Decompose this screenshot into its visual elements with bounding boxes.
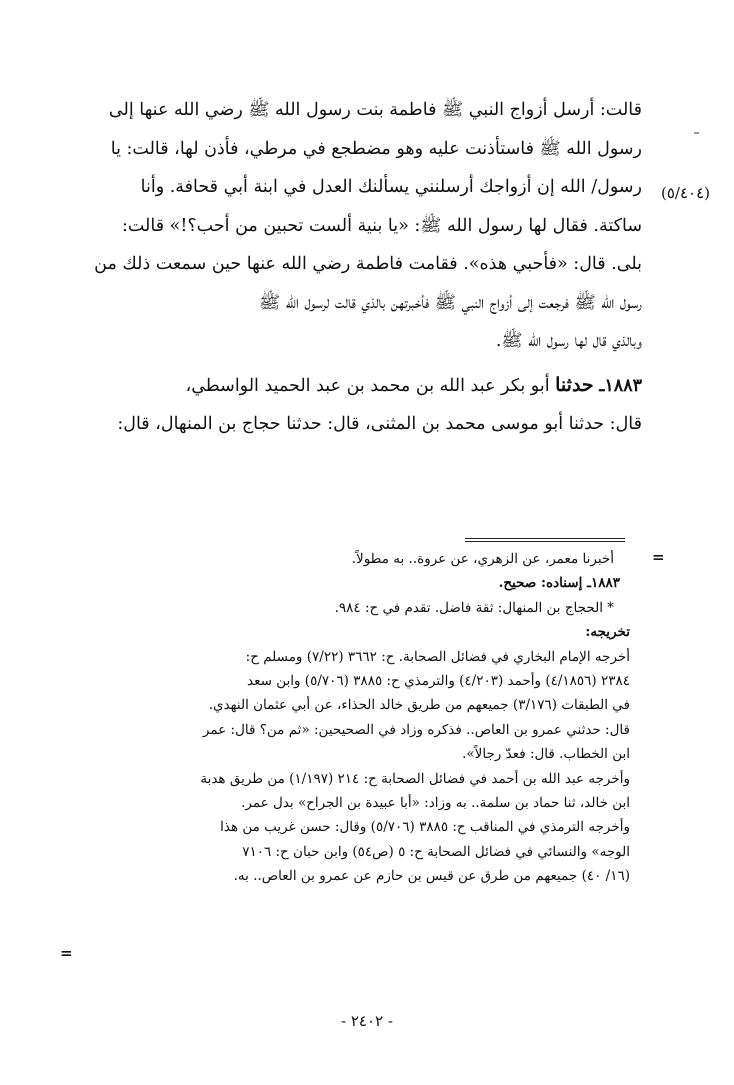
footnote-separator	[465, 538, 625, 539]
page-number: - ٢٤٠٢ -	[341, 1012, 393, 1030]
footnote-separator-second	[465, 541, 625, 542]
hadith-number: ١٨٨٣ـ	[599, 376, 642, 396]
footnote-line: قال: حدثني عمرو بن العاص.. فذكره وزاد في الصحيحين: «ثم من؟ قال: عمر	[202, 721, 630, 738]
footnote-line: ٢٣٨٤ (٤/١٨٥٦) وأحمد (٤/٢٠٣) والترمذي ح: ٣٨٨٥ (٥/٧٠٦) وابن سعد	[247, 672, 630, 689]
footnote-line: ١٨٨٣ـ إسناده: صحيح.	[498, 575, 620, 592]
footnote-line: (١٦/ ٤٠) جميعهم من طرق عن قيس بن حازم عن عمرو بن العاص.. به.	[233, 868, 630, 885]
continuation-mark-bottom: =	[60, 944, 73, 962]
main-text	[56, 95, 642, 447]
scan-speck	[694, 132, 699, 134]
margin-reference: (٥/٤٠٤)	[661, 184, 710, 202]
hadith-heading-line	[56, 370, 642, 400]
main-line: بلى. قال: «فأحبي هذه». فقامت فاطمة رضي الله عنها حين سمعت ذلك من	[94, 254, 642, 274]
footnote-line: ابن الخطاب. قال: فعدّ رجالاً».	[462, 746, 630, 763]
footnotes	[62, 548, 630, 889]
footnote-line: وأخرجه عبد الله بن أحمد في فضائل الصحابة ح: ٢١٤ (١/١٩٧) من طريق هدبة	[200, 770, 630, 787]
main-line: ساكتة. فقال لها رسول الله ﷺ: «يا بنية ألست تحبين من أحب؟!» قالت:	[121, 215, 642, 236]
haddathana-word: حدثنا	[555, 374, 594, 396]
footnote-line: في الطبقات (٣/١٧٦) جميعهم من طريق خالد الحذاء، عن أبي عثمان النهدي.	[208, 697, 630, 714]
hadith-narrator-chain: أبو بكر عبد الله بن محمد بن عبد الحميد الواسطي،	[185, 376, 550, 396]
continuation-mark-top: =	[652, 548, 665, 566]
main-line: رسول الله ﷺ فرجعت إلى أزواج النبي ﷺ فأخبرتهن بالذي قالت لرسول الله ﷺ	[259, 292, 642, 313]
footnote-line: أخبرنا معمر، عن الزهري، عن عروة.. به مطولاً.	[351, 551, 614, 567]
footnote-line: ابن خالد، ثنا حماد بن سلمة.. به وزاد: «أبا عبيدة بن الجراح» بدل عمر.	[241, 794, 630, 811]
footnote-line: * الحجاج بن المنهال: ثقة فاضل. تقدم في ح: ٩٨٤.	[334, 599, 614, 616]
footnote-line: أخرجه الإمام البخاري في فضائل الصحابة. ح: ٣٦٦٢ (٧/٢٢) ومسلم ح:	[245, 648, 630, 665]
main-line: وبالذي قال لها رسول الله ﷺ.	[495, 331, 642, 351]
footnote-line: الوجه» والنسائي في فضائل الصحابة ح: ٥ (ص٥٤) وابن حبان ح: ٧١٠٦	[242, 843, 630, 860]
main-line: رسول/ الله إن أزواجك أرسلنني يسألنك العدل في ابنة أبي قحافة. وأنا	[140, 177, 642, 197]
main-line: قال: حدثنا أبو موسى محمد بن المثنى، قال: حدثنا حجاج بن المنهال، قال:	[117, 413, 642, 434]
footnote-heading: تخريجه:	[585, 624, 630, 641]
main-line: رسول الله ﷺ فاستأذنت عليه وهو مضطجع في مرطي، فأذن لها، قالت: يا	[110, 138, 642, 159]
main-line: قالت: أرسل أزواج النبي ﷺ فاطمة بنت رسول الله ﷺ رضي الله عنها إلى	[108, 100, 642, 120]
footnote-line: وأخرجه الترمذي في المناقب ح: ٣٨٨٥ (٥/٧٠٦) وقال: حسن غريب من هذا	[220, 819, 630, 836]
